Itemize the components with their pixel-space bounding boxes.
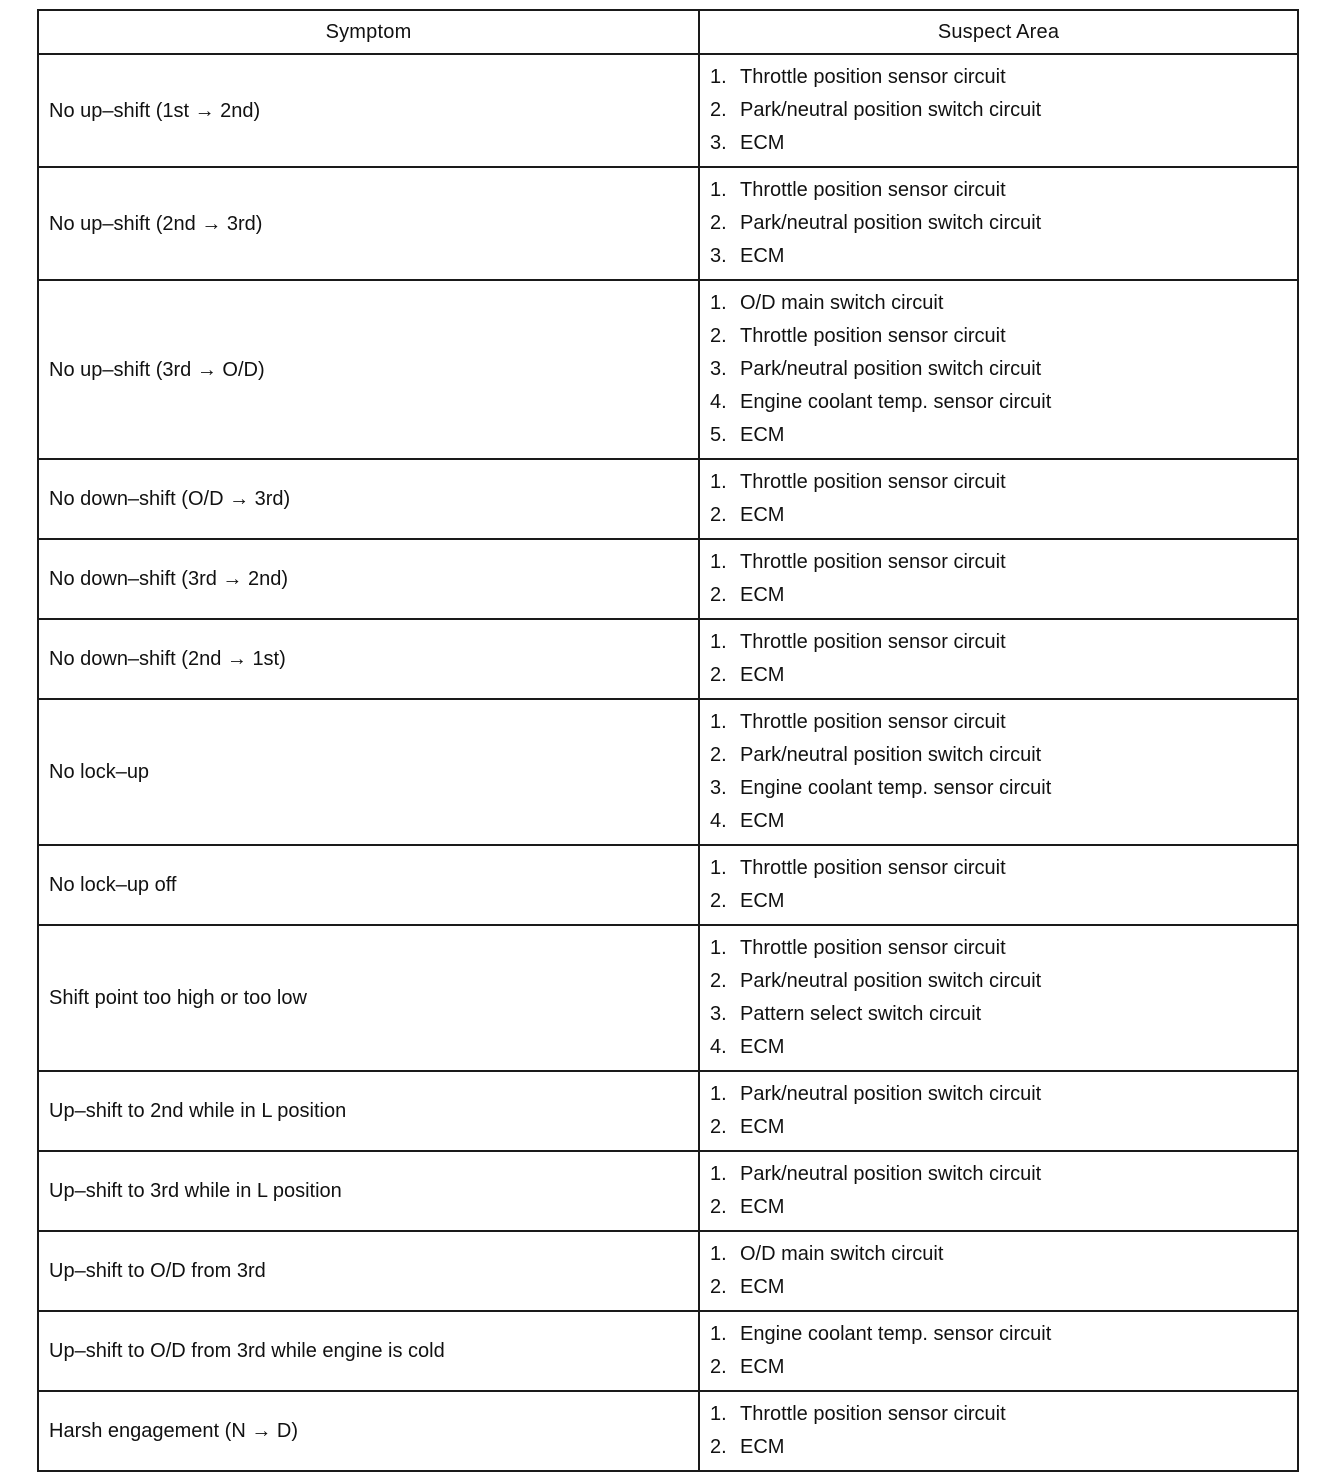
item-number: 2. bbox=[710, 890, 727, 912]
item-number: 2. bbox=[710, 584, 727, 606]
item-number: 3. bbox=[710, 358, 727, 380]
item-number: 2. bbox=[710, 212, 727, 234]
suspect-area-item bbox=[710, 659, 1297, 692]
suspect-area-item bbox=[710, 1318, 1297, 1351]
item-number: 1. bbox=[710, 1323, 727, 1345]
item-text: Park/neutral position switch circuit bbox=[740, 99, 1042, 121]
item-text: ECM bbox=[740, 1436, 785, 1458]
item-number: 1. bbox=[710, 551, 727, 573]
suspect-area-cell bbox=[699, 167, 1298, 280]
table-row bbox=[38, 1071, 1298, 1151]
suspect-area-item bbox=[710, 240, 1297, 273]
suspect-area-item bbox=[710, 932, 1297, 965]
suspect-area-cell bbox=[699, 459, 1298, 539]
item-text: Throttle position sensor circuit bbox=[740, 711, 1006, 733]
item-text: ECM bbox=[740, 1036, 785, 1058]
item-text: Throttle position sensor circuit bbox=[740, 631, 1006, 653]
suspect-area-item bbox=[710, 320, 1297, 353]
suspect-area-cell bbox=[699, 1071, 1298, 1151]
item-number: 1. bbox=[710, 937, 727, 959]
table-row bbox=[38, 280, 1298, 459]
item-text: ECM bbox=[740, 132, 785, 154]
suspect-area-item bbox=[710, 1031, 1297, 1064]
item-number: 1. bbox=[710, 1243, 727, 1265]
suspect-area-item bbox=[710, 61, 1297, 94]
item-text: ECM bbox=[740, 584, 785, 606]
item-number: 3. bbox=[710, 777, 727, 799]
item-text: Park/neutral position switch circuit bbox=[740, 1083, 1042, 1105]
symptom-table bbox=[37, 9, 1299, 1472]
suspect-area-item bbox=[710, 174, 1297, 207]
suspect-area-item bbox=[710, 1191, 1297, 1224]
item-number: 1. bbox=[710, 711, 727, 733]
symptom-cell: No up–shift (2nd → 3rd) bbox=[38, 167, 699, 280]
item-text: ECM bbox=[740, 810, 785, 832]
item-text: ECM bbox=[740, 245, 785, 267]
item-number: 2. bbox=[710, 504, 727, 526]
suspect-area-item bbox=[710, 1351, 1297, 1384]
item-text: ECM bbox=[740, 664, 785, 686]
suspect-area-item bbox=[710, 1431, 1297, 1464]
suspect-area-item bbox=[710, 1078, 1297, 1111]
item-text: Park/neutral position switch circuit bbox=[740, 212, 1042, 234]
item-text: Park/neutral position switch circuit bbox=[740, 358, 1042, 380]
suspect-area-cell bbox=[699, 1391, 1298, 1471]
suspect-area-item bbox=[710, 965, 1297, 998]
item-text: Park/neutral position switch circuit bbox=[740, 1163, 1042, 1185]
symptom-cell: Up–shift to O/D from 3rd bbox=[38, 1231, 699, 1311]
item-text: Throttle position sensor circuit bbox=[740, 325, 1006, 347]
item-text: Pattern select switch circuit bbox=[740, 1003, 982, 1025]
suspect-area-cell bbox=[699, 619, 1298, 699]
item-text: Park/neutral position switch circuit bbox=[740, 970, 1042, 992]
item-number: 3. bbox=[710, 1003, 727, 1025]
suspect-area-item bbox=[710, 1398, 1297, 1431]
item-text: Throttle position sensor circuit bbox=[740, 551, 1006, 573]
item-text: ECM bbox=[740, 424, 785, 446]
item-text: Throttle position sensor circuit bbox=[740, 857, 1006, 879]
item-text: ECM bbox=[740, 890, 785, 912]
header-row bbox=[38, 10, 1298, 54]
suspect-area-cell bbox=[699, 54, 1298, 167]
suspect-area-item bbox=[710, 852, 1297, 885]
item-text: Engine coolant temp. sensor circuit bbox=[740, 391, 1052, 413]
symptom-cell: Harsh engagement (N → D) bbox=[38, 1391, 699, 1471]
table-row bbox=[38, 925, 1298, 1071]
item-number: 1. bbox=[710, 1163, 727, 1185]
suspect-area-item bbox=[710, 885, 1297, 918]
suspect-area-item bbox=[710, 1158, 1297, 1191]
table-row bbox=[38, 619, 1298, 699]
item-number: 4. bbox=[710, 1036, 727, 1058]
item-number: 1. bbox=[710, 857, 727, 879]
suspect-area-item bbox=[710, 626, 1297, 659]
symptom-cell: No up–shift (3rd → O/D) bbox=[38, 280, 699, 459]
table-row bbox=[38, 1151, 1298, 1231]
item-number: 2. bbox=[710, 1276, 727, 1298]
suspect-area-item bbox=[710, 998, 1297, 1031]
item-number: 3. bbox=[710, 245, 727, 267]
item-number: 3. bbox=[710, 132, 727, 154]
item-text: Engine coolant temp. sensor circuit bbox=[740, 777, 1052, 799]
suspect-area-item bbox=[710, 805, 1297, 838]
symptom-cell: No lock–up off bbox=[38, 845, 699, 925]
suspect-area-item bbox=[710, 1238, 1297, 1271]
suspect-area-item bbox=[710, 287, 1297, 320]
table-row bbox=[38, 699, 1298, 845]
item-number: 1. bbox=[710, 631, 727, 653]
item-text: O/D main switch circuit bbox=[740, 292, 944, 314]
item-number: 1. bbox=[710, 1403, 727, 1425]
suspect-area-item bbox=[710, 546, 1297, 579]
item-number: 2. bbox=[710, 325, 727, 347]
table-row bbox=[38, 167, 1298, 280]
suspect-area-item bbox=[710, 127, 1297, 160]
suspect-area-item bbox=[710, 772, 1297, 805]
table-row bbox=[38, 1391, 1298, 1471]
item-number: 1. bbox=[710, 471, 727, 493]
table-body bbox=[38, 54, 1298, 1471]
suspect-area-item bbox=[710, 579, 1297, 612]
suspect-area-item bbox=[710, 94, 1297, 127]
item-text: Throttle position sensor circuit bbox=[740, 1403, 1006, 1425]
symptom-cell: Up–shift to O/D from 3rd while engine is cold bbox=[38, 1311, 699, 1391]
item-text: Throttle position sensor circuit bbox=[740, 66, 1006, 88]
item-number: 1. bbox=[710, 66, 727, 88]
table-row bbox=[38, 1231, 1298, 1311]
suspect-area-item bbox=[710, 706, 1297, 739]
suspect-area-cell bbox=[699, 699, 1298, 845]
symptom-cell: Up–shift to 3rd while in L position bbox=[38, 1151, 699, 1231]
header-suspect-area: Suspect Area bbox=[699, 10, 1298, 54]
suspect-area-cell bbox=[699, 845, 1298, 925]
item-text: Throttle position sensor circuit bbox=[740, 179, 1006, 201]
suspect-area-item bbox=[710, 739, 1297, 772]
item-text: ECM bbox=[740, 1356, 785, 1378]
suspect-area-item bbox=[710, 419, 1297, 452]
item-number: 2. bbox=[710, 744, 727, 766]
item-text: ECM bbox=[740, 1116, 785, 1138]
item-text: ECM bbox=[740, 1276, 785, 1298]
item-number: 2. bbox=[710, 1436, 727, 1458]
table-row bbox=[38, 1311, 1298, 1391]
suspect-area-cell bbox=[699, 539, 1298, 619]
item-number: 2. bbox=[710, 970, 727, 992]
item-text: O/D main switch circuit bbox=[740, 1243, 944, 1265]
item-number: 1. bbox=[710, 179, 727, 201]
item-number: 2. bbox=[710, 1196, 727, 1218]
suspect-area-item bbox=[710, 1271, 1297, 1304]
item-number: 2. bbox=[710, 1356, 727, 1378]
symptom-cell: No down–shift (3rd → 2nd) bbox=[38, 539, 699, 619]
suspect-area-cell bbox=[699, 280, 1298, 459]
item-text: Throttle position sensor circuit bbox=[740, 937, 1006, 959]
header-symptom: Symptom bbox=[38, 10, 699, 54]
symptom-cell: No up–shift (1st → 2nd) bbox=[38, 54, 699, 167]
item-number: 4. bbox=[710, 391, 727, 413]
item-number: 4. bbox=[710, 810, 727, 832]
suspect-area-item bbox=[710, 1111, 1297, 1144]
item-number: 1. bbox=[710, 292, 727, 314]
suspect-area-item bbox=[710, 499, 1297, 532]
suspect-area-item bbox=[710, 353, 1297, 386]
item-number: 2. bbox=[710, 1116, 727, 1138]
troubleshooting-sheet bbox=[37, 9, 1297, 1472]
symptom-cell: Up–shift to 2nd while in L position bbox=[38, 1071, 699, 1151]
table-row bbox=[38, 459, 1298, 539]
table-row bbox=[38, 54, 1298, 167]
item-text: ECM bbox=[740, 1196, 785, 1218]
table-row bbox=[38, 539, 1298, 619]
item-text: Park/neutral position switch circuit bbox=[740, 744, 1042, 766]
symptom-cell: Shift point too high or too low bbox=[38, 925, 699, 1071]
suspect-area-item bbox=[710, 207, 1297, 240]
item-number: 5. bbox=[710, 424, 727, 446]
suspect-area-item bbox=[710, 466, 1297, 499]
suspect-area-item bbox=[710, 386, 1297, 419]
item-number: 2. bbox=[710, 664, 727, 686]
item-number: 2. bbox=[710, 99, 727, 121]
symptom-cell: No down–shift (O/D → 3rd) bbox=[38, 459, 699, 539]
symptom-cell: No lock–up bbox=[38, 699, 699, 845]
item-text: ECM bbox=[740, 504, 785, 526]
table-row bbox=[38, 845, 1298, 925]
suspect-area-cell bbox=[699, 1231, 1298, 1311]
symptom-cell: No down–shift (2nd → 1st) bbox=[38, 619, 699, 699]
suspect-area-cell bbox=[699, 1151, 1298, 1231]
suspect-area-cell bbox=[699, 1311, 1298, 1391]
item-text: Engine coolant temp. sensor circuit bbox=[740, 1323, 1052, 1345]
suspect-area-cell bbox=[699, 925, 1298, 1071]
item-text: Throttle position sensor circuit bbox=[740, 471, 1006, 493]
item-number: 1. bbox=[710, 1083, 727, 1105]
